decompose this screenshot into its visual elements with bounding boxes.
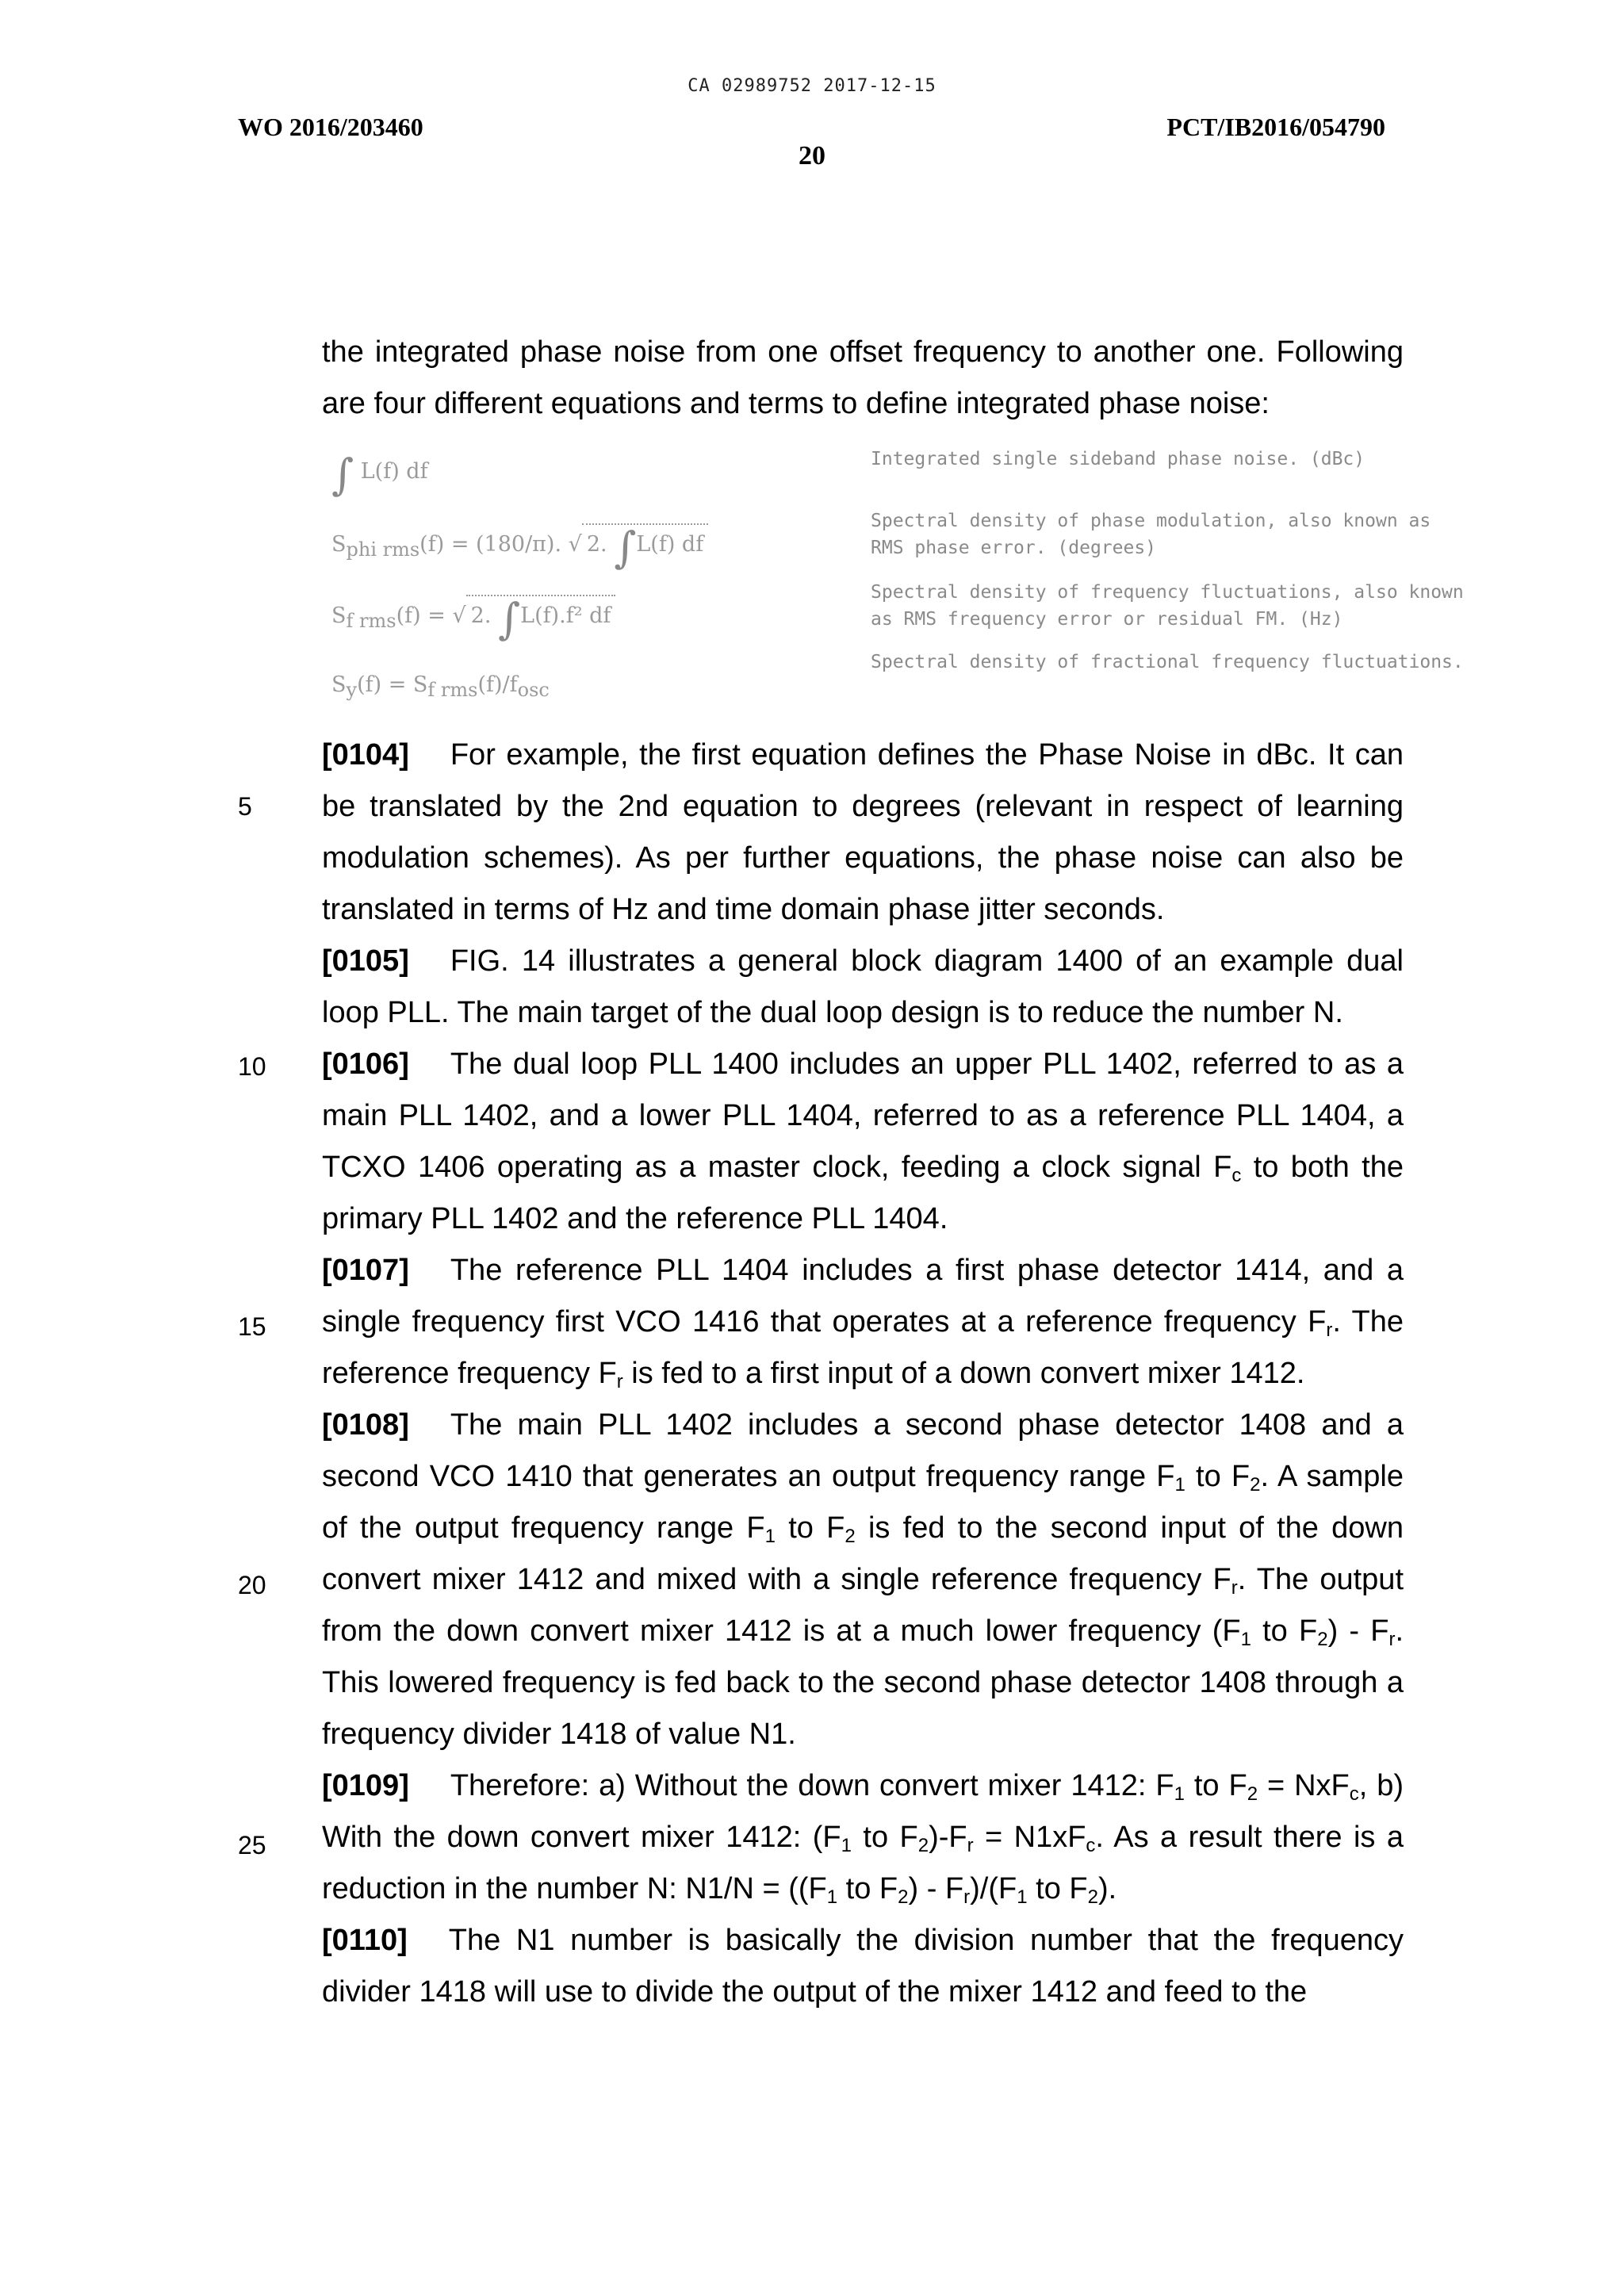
paragraph: [322, 1760, 1404, 1915]
equation-3-integrand: L(f).f² df: [520, 603, 611, 628]
equation-3: [331, 594, 615, 644]
paragraph: [322, 1400, 1404, 1760]
paragraph-text: . A sample of the output frequency range F: [322, 1460, 1404, 1545]
line-number: 25: [238, 1831, 266, 1859]
equation-4-formula-2: (f)/f: [477, 672, 518, 697]
paragraph-text: The dual loop PLL 1400 includes an upper PLL 1402, referred to as a main PLL 1402, and a lower PLL 1404, referred to as a reference PLL 1404, a TCXO 1406 operating as a master clock, feeding a clock signal F: [322, 1047, 1404, 1184]
subscript: 1: [1240, 1629, 1251, 1650]
equation-4: [331, 672, 550, 701]
page-number: 20: [799, 141, 825, 170]
equation-2-description: Spectral density of phase modulation, also known as RMS phase error. (degrees): [871, 511, 1431, 558]
integral-symbol: ∫: [331, 450, 354, 500]
paragraph-text: Therefore: a) Without the down convert mixer 1412: F: [450, 1769, 1174, 1802]
equation-3-radicand: [466, 594, 616, 644]
paragraph: [322, 1039, 1404, 1245]
equation-4-symbol: S: [331, 672, 347, 697]
subscript: 2: [845, 1526, 856, 1547]
equation-3-subscript: f rms: [346, 610, 396, 632]
equation-3-description: Spectral density of frequency fluctuations, also known as RMS frequency error or residual FM. (Hz): [871, 582, 1464, 630]
subscript: c: [1231, 1165, 1242, 1186]
subscript: r: [1388, 1629, 1396, 1650]
paragraph-text: The main PLL 1402 includes a second phase detector 1408 and a second VCO 1410 that generates an output frequency range F: [322, 1408, 1404, 1493]
paragraph-text: . The output from the down convert mixer 1412 is at a much lower frequency (F: [322, 1563, 1404, 1648]
filing-stamp: CA 02989752 2017-12-15: [688, 76, 936, 96]
equation-2-subscript: phi rms: [346, 538, 420, 561]
paragraph-text: . This lowered frequency is fed back to the second phase detector 1408 through a frequency divider 1418 of value N1.: [322, 1614, 1404, 1751]
paragraph-text: to F: [1184, 1769, 1247, 1802]
paragraph-text: FIG. 14 illustrates a general block diagram 1400 of an example dual loop PLL. The main target of the dual loop design is to reduce the number N.: [322, 944, 1404, 1029]
paragraph: [322, 1915, 1404, 2018]
subscript: 1: [841, 1835, 852, 1856]
paragraph-text: to F: [776, 1511, 845, 1545]
equation-3-formula: (f) =: [396, 603, 446, 628]
subscript: r: [963, 1886, 971, 1908]
subscript: 2: [898, 1886, 909, 1908]
paragraph-text: to F: [837, 1872, 898, 1905]
equation-4-subscript-2: f rms: [427, 679, 478, 701]
paragraph-text: ) - F: [908, 1872, 964, 1905]
application-number: PCT/IB2016/054790: [1166, 113, 1385, 141]
paragraph-text: to F: [1251, 1614, 1318, 1648]
paragraph-number: [0106]: [322, 1047, 409, 1081]
subscript: c: [1086, 1835, 1096, 1856]
paragraph-text: . As a result there is a reduction in the number N: N1/N = ((F: [322, 1821, 1404, 1905]
paragraph-text: ) - F: [1327, 1614, 1389, 1648]
paragraph-text: = NxF: [1258, 1769, 1350, 1802]
equation-2-integrand: L(f) df: [636, 532, 704, 557]
equation-1: [331, 450, 428, 500]
paragraph-number: [0105]: [322, 944, 409, 978]
equation-4-subscript-3: osc: [517, 679, 550, 701]
paragraph-number: [0109]: [322, 1769, 409, 1802]
paragraph-number: [0108]: [322, 1408, 409, 1442]
paragraph-text: = N1xF: [973, 1821, 1086, 1854]
equation-2: [331, 523, 708, 573]
paragraph-text: is fed to a first input of a down convert mixer 1412.: [622, 1357, 1305, 1390]
paragraph-text: )-F: [929, 1821, 967, 1854]
equation-1-formula: L(f) df: [360, 459, 428, 484]
equation-2-radicand: [582, 523, 708, 573]
equation-2-formula: (f) = (180/π).: [419, 532, 562, 557]
line-number: 20: [238, 1571, 266, 1599]
sqrt-symbol: √: [568, 532, 582, 557]
equation-1-description: Integrated single sideband phase noise. (dBc): [871, 449, 1365, 469]
subscript: 1: [1174, 1783, 1185, 1805]
subscript: c: [1349, 1783, 1359, 1805]
paragraph-text: ).: [1097, 1872, 1117, 1905]
equation-4-description: Spectral density of fractional frequency fluctuations.: [871, 652, 1464, 672]
paragraph-text: The reference PLL 1404 includes a first phase detector 1414, and a single frequency first VCO 1416 that operates at a reference frequency F: [322, 1254, 1404, 1338]
paragraph-text: is fed to the second input of the down convert mixer 1412 and mixed with a single reference frequency F: [322, 1511, 1404, 1596]
paragraph: [322, 1245, 1404, 1400]
paragraph-number: [0110]: [322, 1924, 408, 1957]
intro-paragraph: the integrated phase noise from one offset frequency to another one. Following are four different equations and terms to define integrated phase noise:: [322, 335, 1404, 420]
paragraph-number: [0107]: [322, 1254, 409, 1287]
subscript: 2: [1087, 1886, 1098, 1908]
equation-4-subscript: y: [346, 679, 358, 701]
line-number: 5: [238, 792, 252, 821]
line-number: 10: [238, 1052, 266, 1081]
paragraph-text: The N1 number is basically the division number that the frequency divider 1418 will use to divide the output of the mixer 1412 and feed to the: [322, 1924, 1404, 2009]
paragraph-text: For example, the first equation defines the Phase Noise in dBc. It can be translated by the 2nd equation to degrees (relevant in respect of learning modulation schemes). As per further equations, the phase noise can also be translated in terms of Hz and time domain phase jitter seconds.: [322, 738, 1404, 926]
paragraph-text: to F: [1027, 1872, 1088, 1905]
subscript: 2: [917, 1835, 929, 1856]
subscript: r: [1326, 1319, 1333, 1341]
subscript: 2: [1247, 1783, 1258, 1805]
line-number: 15: [238, 1312, 266, 1341]
subscript: r: [967, 1835, 974, 1856]
equation-2-symbol: S: [331, 532, 347, 557]
paragraph-text: )/(F: [970, 1872, 1017, 1905]
subscript: r: [616, 1371, 623, 1392]
equation-3-factor: 2.: [470, 603, 492, 628]
equation-4-formula: (f) = S: [357, 672, 428, 697]
subscript: r: [1231, 1577, 1238, 1599]
paragraph: [322, 936, 1404, 1039]
integral-symbol: ∫: [498, 594, 521, 644]
paragraph-text: to F: [851, 1821, 918, 1854]
body-paragraphs: [322, 730, 1404, 2018]
paragraph-text: . The reference frequency F: [322, 1305, 1404, 1390]
paragraph-number: [0104]: [322, 738, 409, 772]
paragraph-text: , b) With the down convert mixer 1412: (F: [322, 1769, 1404, 1854]
equation-2-factor: 2.: [586, 532, 607, 557]
subscript: 1: [1174, 1474, 1185, 1496]
paragraph: [322, 730, 1404, 936]
sqrt-symbol: √: [452, 603, 466, 628]
subscript: 1: [1017, 1886, 1028, 1908]
integral-symbol: ∫: [614, 523, 637, 573]
paragraph-text: to both the primary PLL 1402 and the reference PLL 1404.: [322, 1151, 1404, 1235]
subscript: 2: [1317, 1629, 1328, 1650]
subscript: 1: [764, 1526, 776, 1547]
equation-3-symbol: S: [331, 603, 347, 628]
subscript: 2: [1250, 1474, 1261, 1496]
subscript: 1: [826, 1886, 838, 1908]
paragraph-text: to F: [1185, 1460, 1251, 1493]
publication-number: WO 2016/203460: [238, 113, 423, 141]
